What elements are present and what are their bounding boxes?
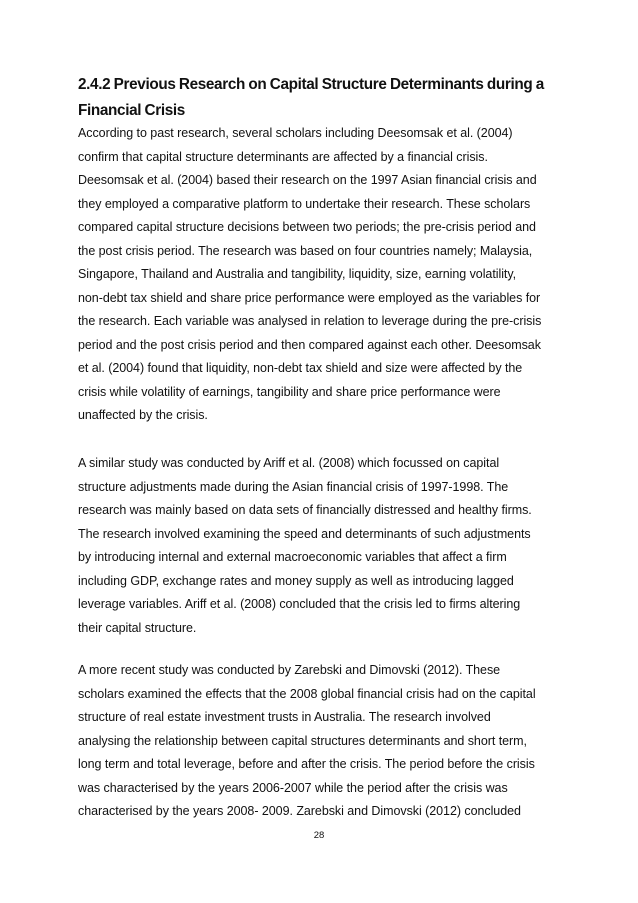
paragraph-line: structure adjustments made during the Asian financial crisis of 1997-1998. The <box>78 479 509 494</box>
paragraph-line: they employed a comparative platform to undertake their research. These scholars <box>78 196 531 211</box>
paragraph-line: scholars examined the effects that the 2008 global financial crisis had on the capital <box>78 686 536 701</box>
paragraph-line: their capital structure. <box>78 620 197 635</box>
paragraph-line: confirm that capital structure determinants are affected by a financial crisis. <box>78 149 488 164</box>
paragraph-line: including GDP, exchange rates and money supply as well as introducing lagged <box>78 573 514 588</box>
paragraph-line: A more recent study was conducted by Zarebski and Dimovski (2012). These <box>78 663 501 677</box>
paragraph-3 <box>78 659 568 824</box>
paragraph-line: Singapore, Thailand and Australia and tangibility, liquidity, size, earning volatility, <box>78 267 517 281</box>
section-heading-line-1: 2.4.2 Previous Research on Capital Structure Determinants during a <box>78 76 544 93</box>
section-heading <box>78 72 568 124</box>
paragraph-line: non-debt tax shield and share price performance were employed as the variables for <box>78 290 541 305</box>
paragraph-line: characterised by the years 2008- 2009. Zarebski and Dimovski (2012) concluded <box>78 804 521 818</box>
paragraph-line: structure of real estate investment trusts in Australia. The research involved <box>78 710 491 724</box>
paragraph-line: analysing the relationship between capital structures determinants and short term, <box>78 733 527 748</box>
paragraph-line: long term and total leverage, before and after the crisis. The period before the crisis <box>78 757 535 771</box>
paragraph-line: leverage variables. Ariff et al. (2008) concluded that the crisis led to firms altering <box>78 597 521 611</box>
paragraph-line: A similar study was conducted by Ariff et al. (2008) which focussed on capital <box>78 456 500 470</box>
paragraph-line: crisis while volatility of earnings, tangibility and share price performance were <box>78 384 501 399</box>
paragraph-line: the post crisis period. The research was based on four countries namely; Malaysia, <box>78 243 533 258</box>
paragraph-line: Deesomsak et al. (2004) based their research on the 1997 Asian financial crisis and <box>78 173 537 187</box>
paragraph-line: the research. Each variable was analysed in relation to leverage during the pre-crisis <box>78 314 542 328</box>
paragraph-line: compared capital structure decisions between two periods; the pre-crisis period and <box>78 220 536 234</box>
page-number: 28 <box>313 830 325 841</box>
paragraph-line: unaffected by the crisis. <box>78 408 208 422</box>
paragraph-line: period and the post crisis period and then compared against each other. Deesomsak <box>78 337 541 352</box>
paragraph-line: The research involved examining the speed and determinants of such adjustments <box>78 526 531 541</box>
paragraph-line: et al. (2004) found that liquidity, non-debt tax shield and size were affected by the <box>78 361 523 375</box>
paragraph-line: was characterised by the years 2006-2007 while the period after the crisis was <box>78 780 508 795</box>
paragraph-line: According to past research, several scholars including Deesomsak et al. (2004) <box>78 126 513 140</box>
paragraph-line: research was mainly based on data sets of financially distressed and healthy firms. <box>78 503 532 517</box>
paragraph-1 <box>78 122 568 428</box>
paragraph-line: by introducing internal and external macroeconomic variables that affect a firm <box>78 550 507 564</box>
paragraph-2 <box>78 452 568 640</box>
section-heading-line-2: Financial Crisis <box>78 102 185 119</box>
